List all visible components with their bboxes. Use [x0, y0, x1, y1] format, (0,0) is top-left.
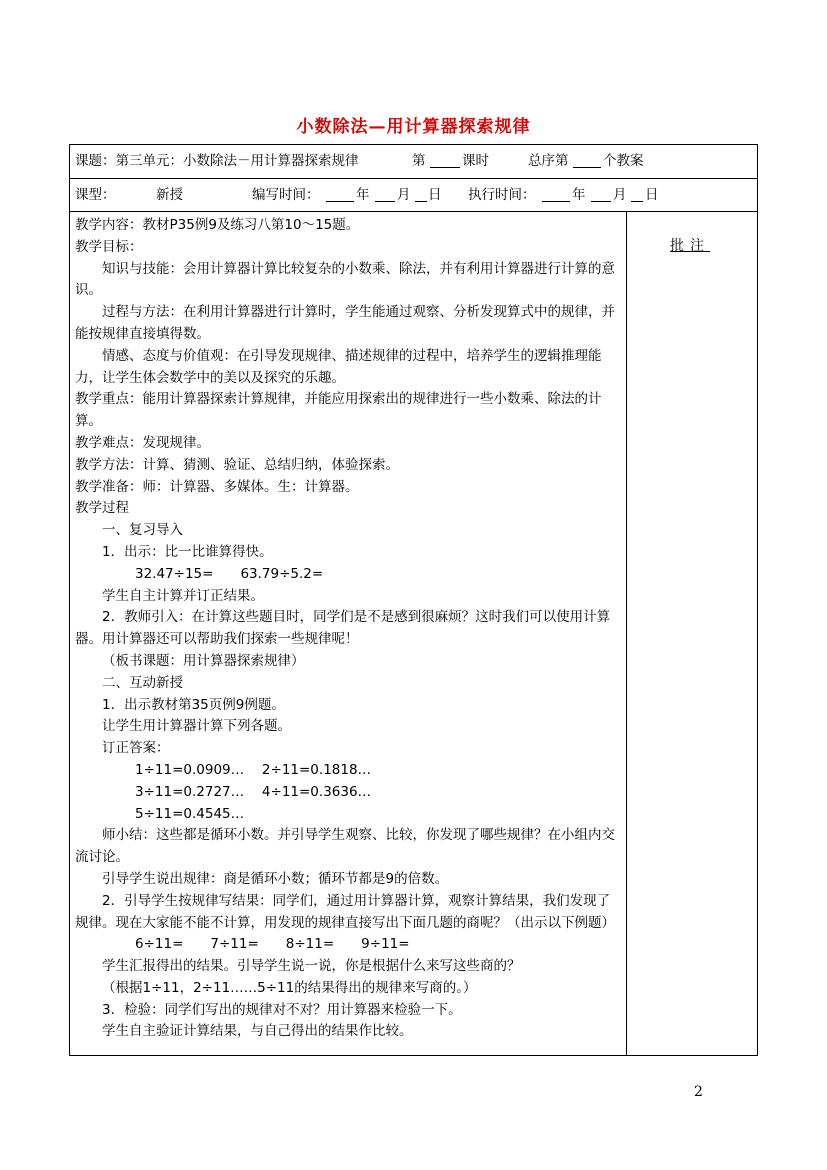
body-paragraph: 2．教师引入：在计算这些题目时，同学们是不是感到很麻烦？这时我们可以使用计算器。用计算器还可以帮助我们探索一些规律呢！ [75, 609, 611, 648]
exec-year-blank [542, 189, 570, 202]
lesson-label: 第 [412, 153, 426, 169]
body-paragraph: （根据1÷11，2÷11……5÷11的结果得出的规律来写商的。） [102, 979, 477, 996]
exec-time-label: 执行时间： [468, 187, 536, 203]
body-paragraph: 6÷11= 7÷11= 8÷11= 9÷11= [135, 936, 410, 953]
notes-header: 批注 [670, 238, 710, 254]
write-day-blank [415, 189, 427, 202]
body-paragraph: 1．出示教材第35页例9例题。 [102, 696, 285, 713]
lesson-body [75, 215, 621, 1043]
exec-month: 月 [613, 187, 627, 203]
body-paragraph: 教学方法：计算、猜测、验证、总结归纳，体验探索。 [75, 456, 399, 473]
body-paragraph: （板书课题：用计算器探索规律） [102, 652, 305, 669]
body-paragraph: 32.47÷15= 63.79÷5.2= [135, 565, 324, 582]
notes-column-divider [626, 212, 627, 1055]
lesson-plan-table [69, 144, 758, 1056]
write-month-blank [375, 189, 395, 202]
body-paragraph: 学生汇报得出的结果。引导学生说一说，你是根据什么来写这些商的？ [102, 958, 521, 975]
exec-year: 年 [572, 187, 586, 203]
body-paragraph: 教学准备：师：计算器、多媒体。生：计算器。 [75, 478, 359, 495]
topic-label: 课题：第三单元：小数除法－用计算器探索规律 [75, 153, 359, 169]
order-unit: 个教案 [603, 153, 644, 169]
write-month: 月 [397, 187, 411, 203]
body-paragraph: 1．出示：比一比谁算得快。 [102, 543, 273, 560]
exec-month-blank [591, 189, 611, 202]
body-paragraph: 知识与技能：会用计算器计算比较复杂的小数乘、除法，并有利用计算器进行计算的意识。 [75, 260, 615, 299]
body-paragraph: 学生自主验证计算结果，与自己得出的结果作比较。 [102, 1023, 413, 1040]
type-label: 课型： [75, 187, 116, 203]
body-paragraph: 教学目标： [75, 238, 143, 255]
type-value: 新授 [156, 187, 183, 203]
body-paragraph: 2．引导学生按规律写结果：同学们，通过用计算器计算，观察计算结果，我们发现了规律。现在大家能不能不计算，用发现的规律直接写出下面几题的商呢？（出示以下例题） [75, 892, 615, 931]
lesson-blank [430, 155, 460, 168]
page-number: 2 [694, 1084, 703, 1100]
body-paragraph: 教学内容：教材P35例9及练习八第10～15题。 [75, 217, 360, 233]
lesson-unit: 课时 [462, 153, 489, 169]
body-paragraph: 让学生用计算器计算下列各题。 [102, 718, 291, 735]
exec-day-blank [631, 189, 643, 202]
order-label: 总序第 [528, 153, 569, 169]
body-paragraph: 1÷11=0.0909… 2÷11=0.1818… [135, 761, 372, 778]
write-time-label: 编写时间： [252, 187, 320, 203]
header-row-topic [70, 145, 757, 179]
body-paragraph: 学生自主计算并订正结果。 [102, 587, 264, 604]
page-title: 小数除法—用计算器探索规律 [296, 117, 531, 137]
body-paragraph: 教学难点：发现规律。 [75, 434, 210, 451]
write-year: 年 [356, 187, 370, 203]
body-paragraph: 教学重点：能用计算器探索计算规律，并能应用探索出的规律进行一些小数乘、除法的计算。 [75, 391, 602, 430]
body-paragraph: 情感、态度与价值观：在引导发现规律、描述规律的过程中，培养学生的逻辑推理能力，让学生体会数学中的美以及探究的乐趣。 [75, 347, 602, 386]
body-paragraph: 3÷11=0.2727… 4÷11=0.3636… [135, 783, 372, 800]
body-paragraph: 引导学生说出规律：商是循环小数；循环节都是9的倍数。 [102, 870, 449, 887]
body-paragraph: 过程与方法：在利用计算器进行计算时，学生能通过观察、分析发现算式中的规律，并能按规律直接填得数。 [75, 304, 615, 342]
header-row-type [70, 179, 757, 212]
body-paragraph: 教学过程 [75, 500, 129, 517]
write-year-blank [326, 189, 354, 202]
body-paragraph: 订正答案： [102, 740, 170, 757]
body-paragraph: 二、互动新授 [102, 674, 183, 691]
body-paragraph: 5÷11=0.4545… [135, 805, 245, 822]
body-paragraph: 3．检验：同学们写出的规律对不对？用计算器来检验一下。 [102, 1001, 462, 1018]
order-blank [573, 155, 601, 168]
body-paragraph: 一、复习导入 [102, 522, 183, 539]
write-day: 日 [428, 187, 442, 203]
exec-day: 日 [645, 187, 659, 203]
body-paragraph: 师小结：这些都是循环小数。并引导学生观察、比较，你发现了哪些规律？在小组内交流讨论。 [75, 827, 615, 866]
